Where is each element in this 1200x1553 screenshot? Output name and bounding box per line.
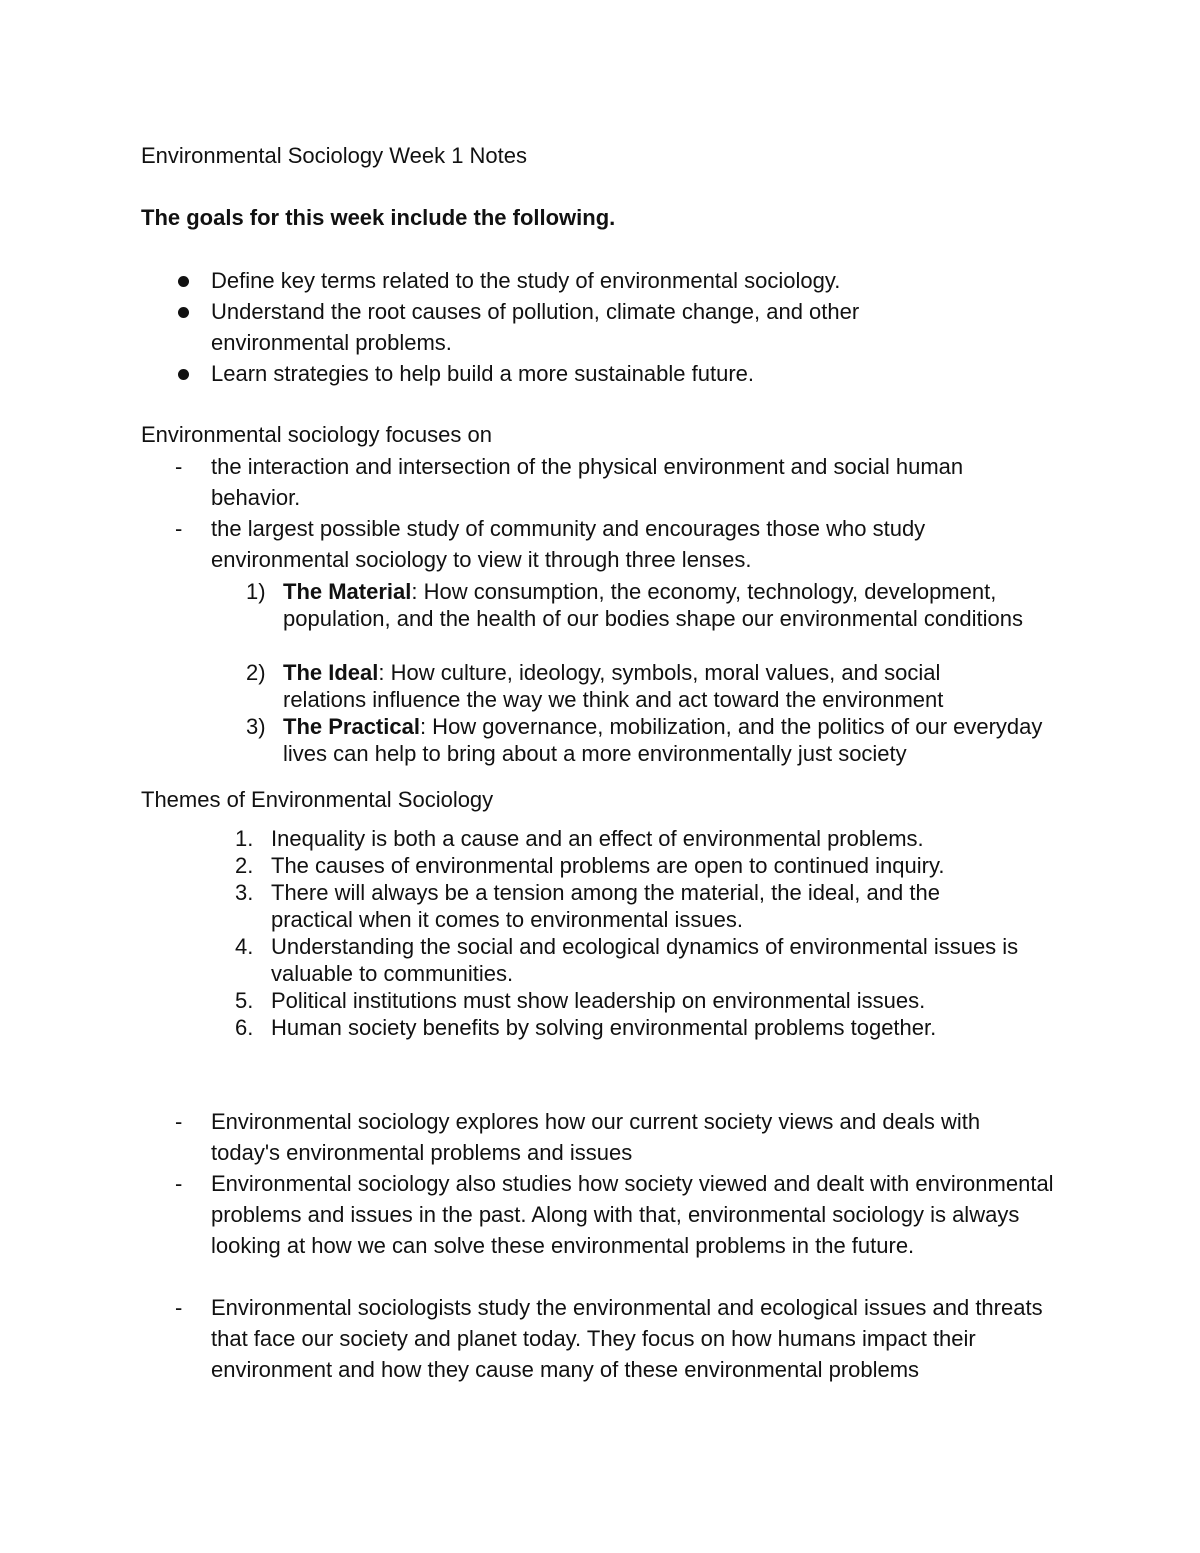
lens-text <box>283 713 1073 767</box>
theme-text: The causes of environmental problems are open to continued inquiry. <box>271 853 945 878</box>
focus-text: the largest possible study of community and encourages those who study environmental sociology to view it through three lenses. <box>211 516 926 572</box>
dash-marker: - <box>175 1109 183 1134</box>
goal-text: Define key terms related to the study of environmental sociology. <box>211 268 841 293</box>
focus-text: the interaction and intersection of the physical environment and social human behavior. <box>211 454 964 510</box>
bullet-icon <box>178 369 189 380</box>
note-text: Environmental sociologists study the environmental and ecological issues and threats that face our society and planet today. They focus on how humans impact their environment and how they cause many of these environmental problems <box>211 1295 1043 1382</box>
goal-text: Learn strategies to help build a more sustainable future. <box>211 361 754 386</box>
lens-number: 2) <box>246 660 266 685</box>
theme-number: 3. <box>235 880 254 905</box>
lens-number: 3) <box>246 714 266 739</box>
lens-name: The Practical <box>283 714 420 739</box>
lens-text <box>283 578 1073 632</box>
dash-marker: - <box>175 1171 183 1196</box>
lens-name: The Ideal <box>283 660 379 685</box>
lens-description: : How governance, mobilization, and the politics of our everyday lives can help to bring about a more environmentally just society <box>283 714 1043 766</box>
lens-number: 1) <box>246 579 266 604</box>
theme-text: Human society benefits by solving environmental problems together. <box>271 1015 937 1040</box>
dash-marker: - <box>175 454 183 479</box>
note-text: Environmental sociology also studies how society viewed and dealt with environmental problems and issues in the past. Along with that, environmental sociology is always looking at how we can solve these environmental problems in the future. <box>211 1171 1054 1258</box>
bullet-icon <box>178 276 189 287</box>
document-title: Environmental Sociology Week 1 Notes <box>141 143 528 168</box>
dash-marker: - <box>175 1295 183 1320</box>
dash-marker: - <box>175 516 183 541</box>
theme-text: There will always be a tension among the material, the ideal, and the practical when it comes to environmental issues. <box>271 880 940 932</box>
bullet-icon <box>178 307 189 318</box>
goal-text: Understand the root causes of pollution, climate change, and other environmental problems. <box>211 299 860 355</box>
theme-number: 5. <box>235 988 254 1013</box>
theme-text: Political institutions must show leadership on environmental issues. <box>271 988 926 1013</box>
lens-name: The Material <box>283 579 412 604</box>
theme-number: 4. <box>235 934 254 959</box>
theme-text: Inequality is both a cause and an effect of environmental problems. <box>271 826 924 851</box>
lens-description: : How culture, ideology, symbols, moral values, and social relations influence the way we think and act toward the environment <box>283 660 944 712</box>
themes-label: Themes of Environmental Sociology <box>141 787 494 812</box>
theme-number: 1. <box>235 826 254 851</box>
focus-label: Environmental sociology focuses on <box>141 422 492 447</box>
theme-number: 6. <box>235 1015 254 1040</box>
note-text: Environmental sociology explores how our current society views and deals with today's environmental problems and issues <box>211 1109 981 1165</box>
theme-number: 2. <box>235 853 254 878</box>
goals-heading: The goals for this week include the following. <box>141 205 616 230</box>
lens-text <box>283 659 1003 713</box>
lens-description: : How consumption, the economy, technology, development, population, and the health of our bodies shape our environmental conditions <box>283 579 1023 631</box>
theme-text: Understanding the social and ecological dynamics of environmental issues is valuable to communities. <box>271 934 1019 986</box>
